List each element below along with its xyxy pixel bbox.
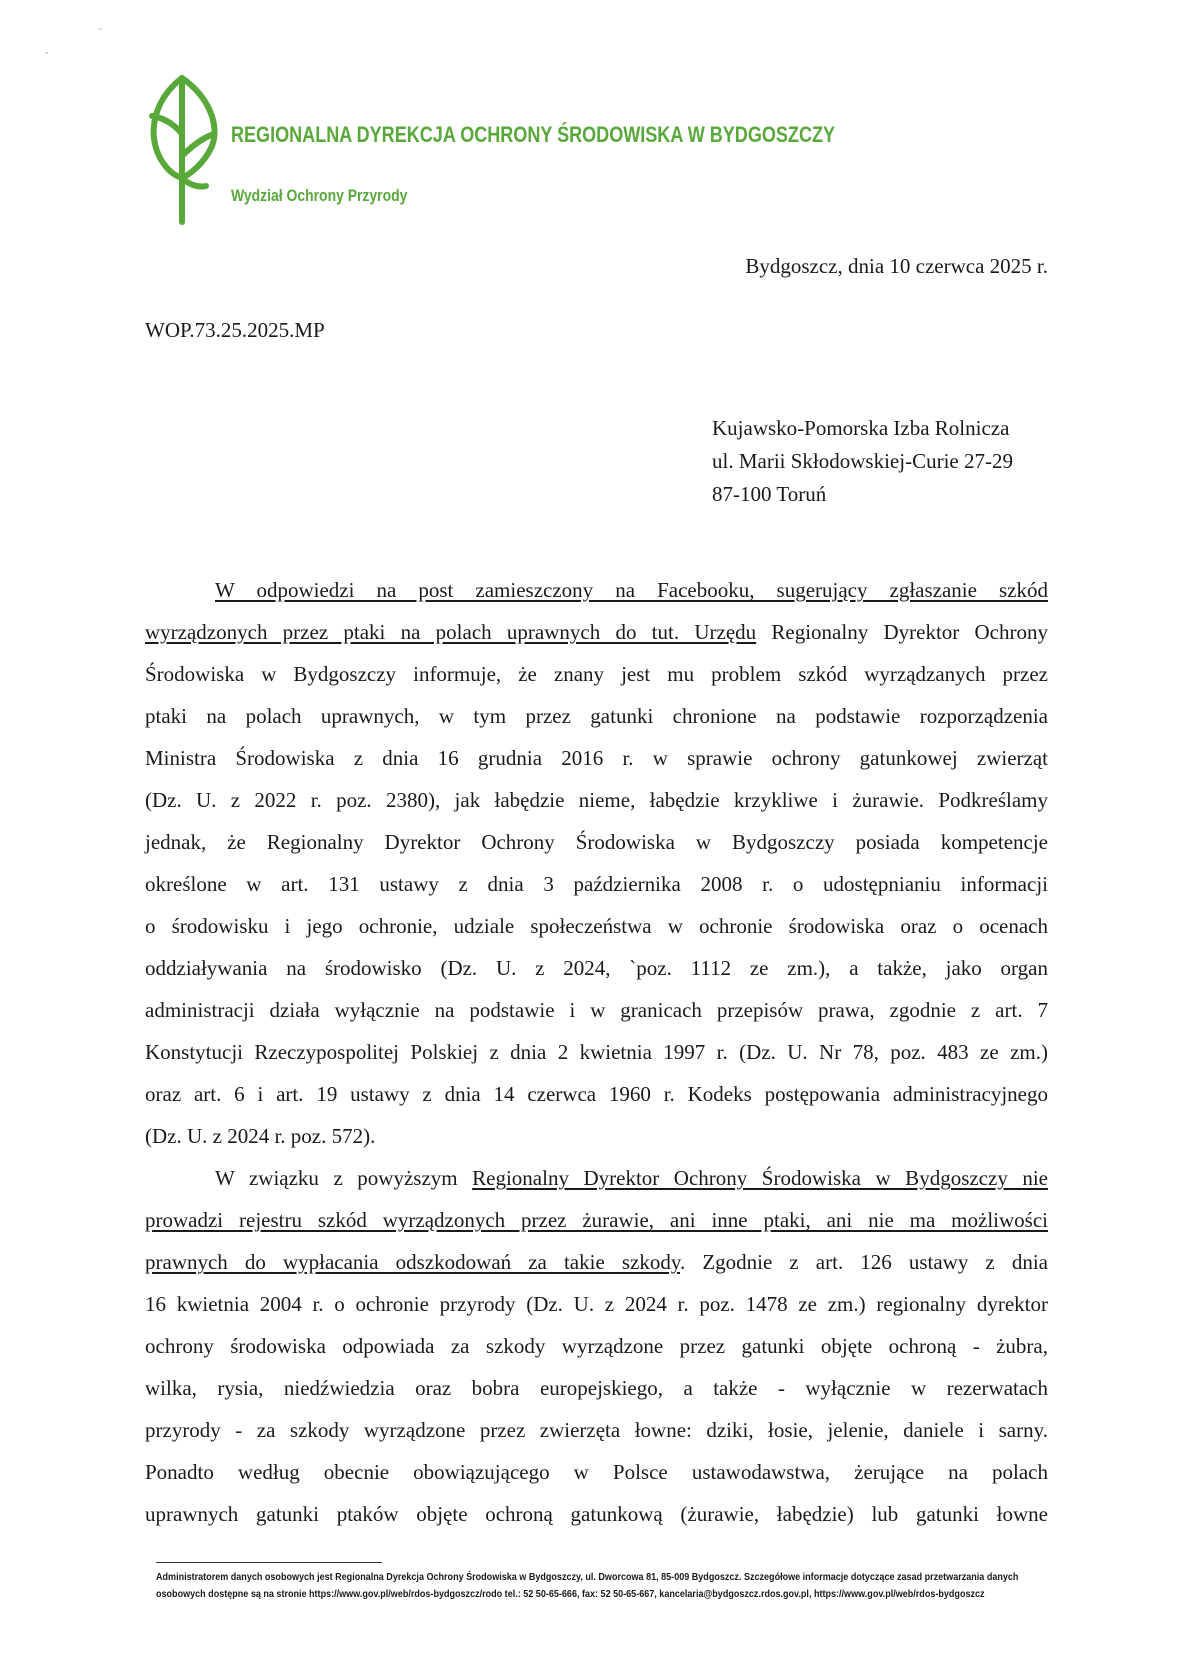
body-line: W związku z powyższym Regionalny Dyrektor Ochrony Środowiska w Bydgoszczy nie	[215, 1166, 1049, 1190]
gdpr-footnote	[156, 1569, 1051, 1603]
recipient-city: 87-100 Toruń	[712, 482, 827, 506]
body-line: oddziaływania na środowisko (Dz. U. z 2024, `poz. 1112 ze zm.), a także, jako organ	[145, 956, 1048, 980]
body-line: (Dz. U. z 2024 r. poz. 572).	[145, 1124, 376, 1148]
body-line: określone w art. 131 ustawy z dnia 3 października 2008 r. o udostępnianiu informacji	[145, 872, 1048, 896]
body-line: uprawnych gatunki ptaków objęte ochroną gatunkową (żurawie, łabędzie) lub gatunki łowne	[145, 1502, 1048, 1526]
scan-artifact: ˜	[98, 28, 103, 39]
body-line: jednak, że Regionalny Dyrektor Ochrony Środowiska w Bydgoszczy posiada kompetencje	[145, 830, 1048, 854]
body-line: ochrony środowiska odpowiada za szkody wyrządzone przez gatunki objęte ochroną - żubra,	[145, 1334, 1048, 1358]
body-line: Ministra Środowiska z dnia 16 grudnia 2016 r. w sprawie ochrony gatunkowej zwierząt	[145, 746, 1048, 770]
body-line: administracji działa wyłącznie na podstawie i w granicach przepisów prawa, zgodnie z art. 7	[145, 998, 1048, 1022]
body-line: Środowiska w Bydgoszczy informuje, że znany jest mu problem szkód wyrządzanych przez	[145, 662, 1048, 686]
recipient-street: ul. Marii Skłodowskiej-Curie 27-29	[712, 449, 1013, 473]
body-line: prawnych do wypłacania odszkodowań za takie szkody. Zgodnie z art. 126 ustawy z dnia	[145, 1250, 1048, 1274]
letter-date: Bydgoszcz, dnia 10 czerwca 2025 r.	[745, 254, 1048, 278]
agency-name: REGIONALNA DYREKCJA OCHRONY ŚRODOWISKA W BYDGOSZCZY	[231, 122, 836, 147]
body-line: Ponadto według obecnie obowiązującego w Polsce ustawodawstwa, żerujące na polach	[145, 1460, 1048, 1484]
scan-artifact: ˜	[44, 52, 49, 63]
body-line: oraz art. 6 i art. 19 ustawy z dnia 14 czerwca 1960 r. Kodeks postępowania administracyjnego	[145, 1082, 1048, 1106]
body-line: (Dz. U. z 2022 r. poz. 2380), jak łabędzie nieme, łabędzie krzykliwe i żurawie. Podkreślamy	[145, 788, 1048, 812]
body-line: prowadzi rejestru szkód wyrządzonych przez żurawie, ani inne ptaki, ani nie ma możliwości	[145, 1208, 1048, 1232]
recipient-address	[712, 412, 1013, 511]
leaf-logo-icon	[142, 72, 222, 228]
body-line: przyrody - za szkody wyrządzone przez zwierzęta łowne: dziki, łosie, jelenie, daniele i sarny.	[145, 1418, 1048, 1442]
department-name: Wydział Ochrony Przyrody	[231, 186, 408, 205]
body-line: 16 kwietnia 2004 r. o ochronie przyrody (Dz. U. z 2024 r. poz. 1478 ze zm.) regionalny dyrektor	[145, 1292, 1048, 1316]
footnote-divider	[156, 1562, 382, 1563]
reference-number: WOP.73.25.2025.MP	[145, 318, 325, 342]
footnote-line: Administratorem danych osobowych jest Regionalna Dyrekcja Ochrony Środowiska w Bydgoszczy, ul. Dworcowa 81, 85-009 Bydgoszcz. Szczegółowe informacje dotyczące zasad przetwarzania danych	[156, 1571, 1019, 1583]
footnote-line: osobowych dostępne są na stronie https://www.gov.pl/web/rdos-bydgoszcz/rodo tel.: 52 50-65-666, fax: 52 50-65-667, kancelaria@bydgoszcz.rdos.gov.pl, https://www.gov.pl/web/rdos-bydgoszcz	[156, 1588, 985, 1600]
body-line: Konstytucji Rzeczypospolitej Polskiej z dnia 2 kwietnia 1997 r. (Dz. U. Nr 78, poz. 483 ze zm.)	[145, 1040, 1048, 1064]
body-line: wyrządzonych przez ptaki na polach uprawnych do tut. Urzędu Regionalny Dyrektor Ochrony	[145, 620, 1048, 644]
body-line: o środowisku i jego ochronie, udziale społeczeństwa w ochronie środowiska oraz o ocenach	[145, 914, 1048, 938]
body-line: W odpowiedzi na post zamieszczony na Facebooku, sugerujący zgłaszanie szkód	[215, 578, 1048, 602]
recipient-name: Kujawsko-Pomorska Izba Rolnicza	[712, 416, 1010, 440]
body-line: wilka, rysia, niedźwiedzia oraz bobra europejskiego, a także - wyłącznie w rezerwatach	[145, 1376, 1048, 1400]
body-line: ptaki na polach uprawnych, w tym przez gatunki chronione na podstawie rozporządzenia	[145, 704, 1048, 728]
letter-body	[145, 569, 1048, 1535]
